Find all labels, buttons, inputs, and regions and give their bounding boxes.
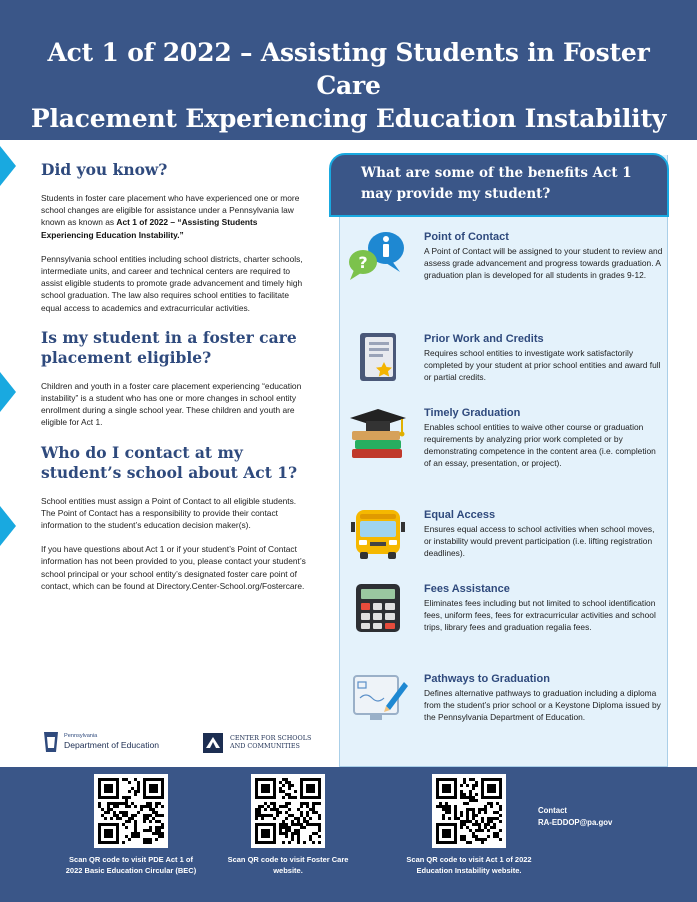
csc-label	[230, 734, 311, 750]
did-you-know-paragraph-1	[41, 192, 311, 241]
contact-label: Contact	[538, 806, 568, 815]
pa-label: Pennsylvania	[64, 733, 98, 739]
pa-department-label: Department of Education	[64, 740, 160, 750]
section-arrow-icon	[0, 506, 16, 546]
benefit-title: Point of Contact	[424, 231, 509, 243]
pa-keystone-logo-icon	[42, 731, 60, 753]
benefit-text: Defines alternative pathways to graduation including a diploma from the student’s prior school or a Keystone Diploma issued by the Pennsylvania Department of Education.	[424, 688, 661, 722]
section-arrow-icon	[0, 146, 16, 186]
benefit-point-of-contact	[424, 230, 664, 282]
footer	[0, 767, 697, 902]
act-name-bold: Act 1 of 2022 – “Assisting Students Experiencing Education Instability.”	[41, 217, 258, 240]
contact-paragraph-2: If you have questions about Act 1 or if your student’s Point of Contact information has not been provided to you, please contact your student’s school principal or your school entity’s designated foster care point of contact, which can be found at Directory.Center-School.org/Fostercare.	[41, 544, 306, 591]
header-banner	[0, 0, 697, 140]
benefit-pathways	[424, 672, 664, 724]
benefit-fees-assistance	[424, 582, 664, 634]
benefit-title: Prior Work and Credits	[424, 333, 544, 345]
benefit-title: Pathways to Graduation	[424, 673, 550, 685]
benefit-title: Timely Graduation	[424, 407, 521, 419]
benefit-text: Requires school entities to investigate work satisfactorily completed by your student at prior school entities and award full or partial credits.	[424, 348, 661, 382]
eligibility-paragraph: Children and youth in a foster care placement experiencing “education instability” is a student who has one or more changes in school entity enrollment during a single school year. These children and youth are eligible for Act 1.	[41, 380, 302, 428]
benefit-title: Equal Access	[424, 509, 496, 521]
title-line-1: Act 1 of 2022 – Assisting Students in Foster Care	[47, 38, 650, 100]
benefit-timely-graduation	[424, 406, 664, 470]
qr-caption-bec: Scan QR code to visit PDE Act 1 of 2022 Basic Education Circular (BEC)	[65, 855, 197, 875]
benefit-text: Eliminates fees including but not limited to school identification fees, uniform fees, fees for extracurricular activities and school trips, library fees and graduation regalia fees.	[424, 598, 656, 632]
qr-caption-foster-care: Scan QR code to visit Foster Care website.	[227, 855, 349, 875]
section-title-eligibility: Is my student in a foster care placement eligible?	[41, 327, 297, 367]
qr-code-icon	[98, 778, 164, 844]
contact-block	[538, 805, 612, 829]
calculator-icon	[346, 578, 410, 638]
qr-caption-instability: Scan QR code to visit Act 1 of 2022 Education Instability website.	[406, 855, 532, 875]
whiteboard-pencil-icon	[346, 668, 410, 728]
qr-code-foster-care[interactable]	[251, 774, 325, 848]
qr-code-icon	[255, 778, 321, 844]
csc-logo-icon	[202, 732, 224, 754]
did-you-know-text: Students in foster care placement who have experienced one or more school changes are eligible for assistance under a Pennsylvania law known as known as	[41, 193, 300, 228]
benefit-prior-work	[424, 332, 664, 384]
contact-paragraph-1: School entities must assign a Point of Contact to all eligible students. The Point of Contact has a responsibility to provide their contact information to the student’s education decision maker(s).	[41, 495, 297, 531]
svg-text:?: ?	[358, 253, 368, 272]
notebook-star-icon	[346, 328, 410, 388]
page-title	[20, 36, 677, 135]
benefits-panel-title: What are some of the benefits Act 1 may provide my student?	[361, 165, 632, 202]
csc-line-1: CENTER FOR SCHOOLS	[230, 734, 312, 742]
section-arrow-icon	[0, 372, 16, 412]
school-bus-icon	[346, 504, 410, 564]
benefit-text: Enables school entities to waive other course or graduation requirements by analyzing prior work completed or by demonstrating competence in the content area (i.e. completion of an essay, presentation, or project).	[424, 422, 656, 468]
qr-code-bec[interactable]	[94, 774, 168, 848]
left-column	[41, 160, 311, 592]
benefit-title: Fees Assistance	[424, 583, 510, 595]
contact-email[interactable]: RA-EDDOP@pa.gov	[538, 818, 613, 827]
benefit-text: Ensures equal access to school activities when school moves, or instability would prevent participation (i.e. lifting registration deadlines).	[424, 524, 655, 558]
qr-code-icon	[436, 778, 502, 844]
benefit-equal-access	[424, 508, 664, 560]
logos-row	[42, 731, 312, 757]
csc-line-2: AND COMMUNITIES	[230, 742, 300, 750]
benefit-text: A Point of Contact will be assigned to your student to review and assess grade advancement and progress towards graduation. A graduation plan is developed for all students in grades 9-12.	[424, 246, 663, 280]
info-question-bubbles-icon	[346, 228, 410, 288]
did-you-know-paragraph-2: Pennsylvania school entities including school districts, charter schools, intermediate units, and career and technical centers are required to assist eligible students to promote grade advancement and timely high school graduation. The law also requires school entities to facilitate equal access to academics and extracurricular activities.	[41, 253, 303, 313]
section-title-did-you-know: Did you know?	[41, 160, 168, 179]
benefits-panel-header	[329, 153, 669, 217]
title-line-2: Placement Experiencing Education Instability	[30, 104, 667, 133]
section-title-contact: Who do I contact at my student’s school about Act 1?	[41, 442, 298, 482]
qr-code-instability[interactable]	[432, 774, 506, 848]
graduation-cap-books-icon	[346, 405, 410, 465]
